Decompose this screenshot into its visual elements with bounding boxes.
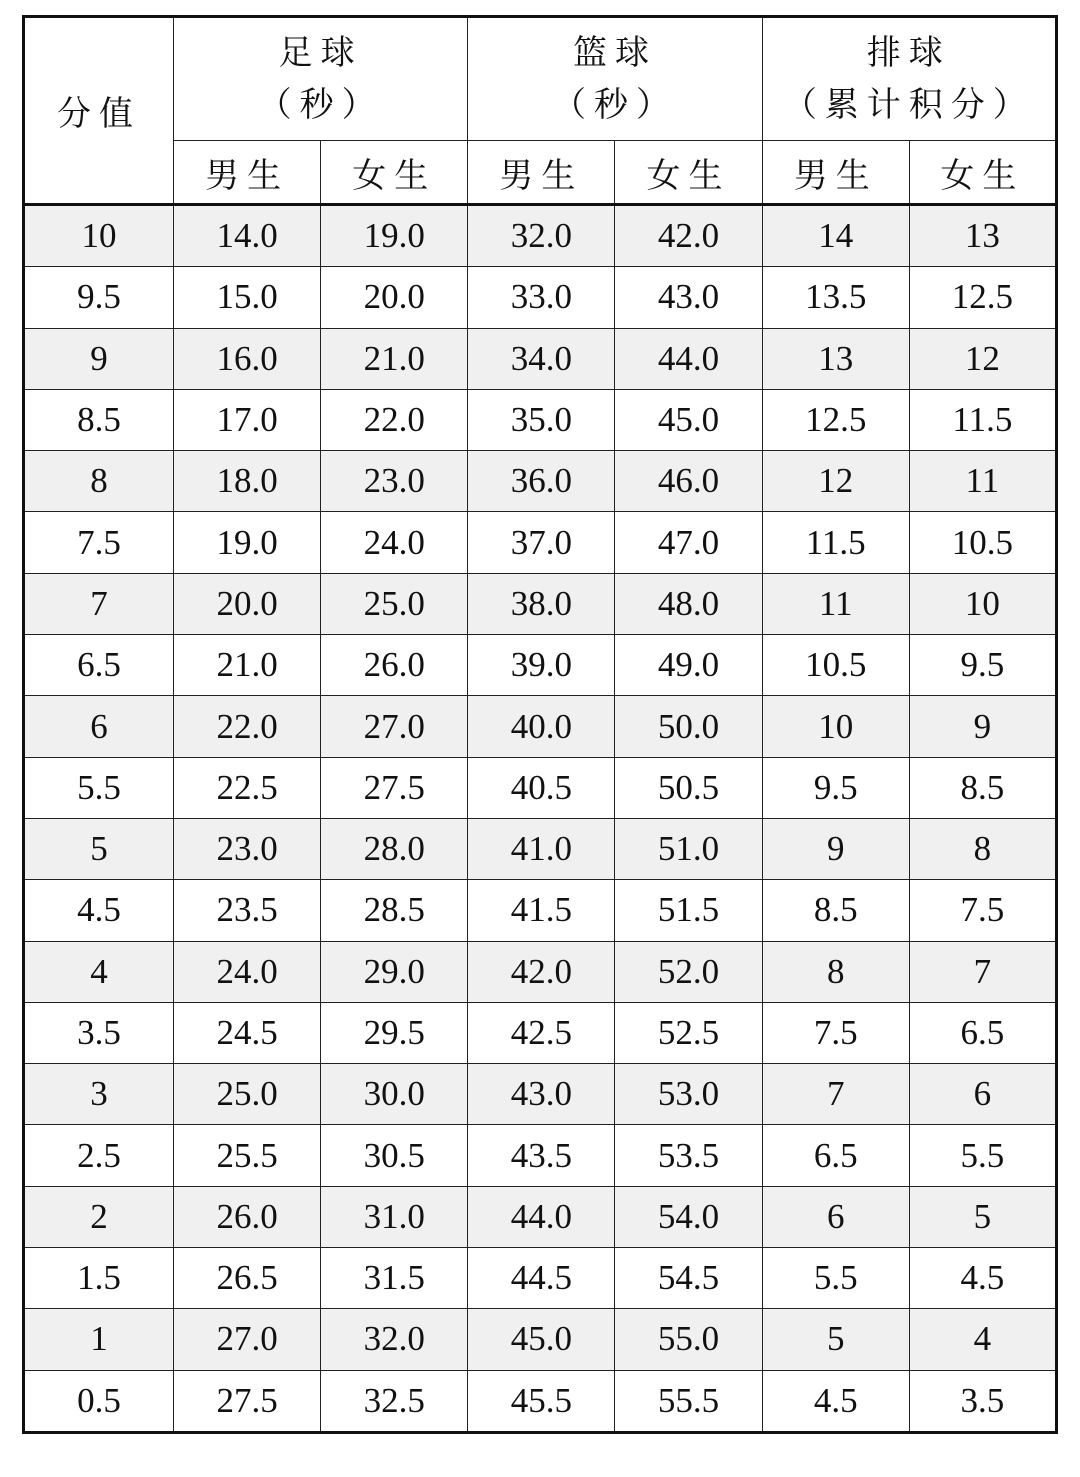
cell-football-male: 24.0: [174, 941, 321, 1002]
table-row: [24, 1370, 1057, 1432]
cell-volleyball-female: 3.5: [909, 1370, 1056, 1432]
cell-score: 5: [24, 818, 174, 879]
cell-volleyball-male: 13: [762, 328, 909, 389]
table-row: [24, 451, 1057, 512]
cell-basketball-female: 42.0: [615, 205, 762, 267]
cell-score: 4.5: [24, 880, 174, 941]
cell-football-male: 27.0: [174, 1309, 321, 1370]
cell-football-male: 15.0: [174, 267, 321, 328]
football-title: 足球: [278, 33, 363, 73]
table-row: [24, 573, 1057, 634]
cell-basketball-female: 44.0: [615, 328, 762, 389]
cell-volleyball-female: 6: [909, 1064, 1056, 1125]
cell-score: 0.5: [24, 1370, 174, 1432]
cell-basketball-female: 43.0: [615, 267, 762, 328]
header-volleyball: [762, 17, 1056, 141]
table-row: [24, 1002, 1057, 1063]
cell-football-female: 31.0: [321, 1186, 468, 1247]
cell-football-female: 30.0: [321, 1064, 468, 1125]
cell-football-male: 20.0: [174, 573, 321, 634]
cell-score: 5.5: [24, 757, 174, 818]
cell-volleyball-male: 12: [762, 451, 909, 512]
cell-football-male: 26.0: [174, 1186, 321, 1247]
cell-volleyball-female: 9: [909, 696, 1056, 757]
cell-football-female: 29.0: [321, 941, 468, 1002]
cell-basketball-female: 46.0: [615, 451, 762, 512]
cell-basketball-female: 51.5: [615, 880, 762, 941]
cell-volleyball-female: 8: [909, 818, 1056, 879]
table-row: [24, 818, 1057, 879]
cell-basketball-male: 43.0: [468, 1064, 615, 1125]
cell-basketball-male: 44.0: [468, 1186, 615, 1247]
football-unit: （秒）: [257, 85, 384, 125]
cell-volleyball-female: 6.5: [909, 1002, 1056, 1063]
cell-football-female: 27.0: [321, 696, 468, 757]
table-row: [24, 205, 1057, 267]
cell-football-male: 16.0: [174, 328, 321, 389]
cell-basketball-male: 37.0: [468, 512, 615, 573]
cell-volleyball-female: 5.5: [909, 1125, 1056, 1186]
cell-volleyball-male: 7: [762, 1064, 909, 1125]
header-volleyball-female: 女生: [909, 141, 1056, 205]
cell-football-male: 22.5: [174, 757, 321, 818]
cell-basketball-female: 48.0: [615, 573, 762, 634]
cell-volleyball-female: 7.5: [909, 880, 1056, 941]
cell-basketball-male: 39.0: [468, 635, 615, 696]
table-row: [24, 1186, 1057, 1247]
table-row: [24, 389, 1057, 450]
cell-volleyball-male: 5.5: [762, 1248, 909, 1309]
cell-score: 1: [24, 1309, 174, 1370]
cell-volleyball-male: 8.5: [762, 880, 909, 941]
header-basketball: [468, 17, 762, 141]
cell-volleyball-male: 4.5: [762, 1370, 909, 1432]
cell-score: 10: [24, 205, 174, 267]
table-row: [24, 512, 1057, 573]
cell-football-male: 25.0: [174, 1064, 321, 1125]
cell-volleyball-female: 8.5: [909, 757, 1056, 818]
cell-basketball-male: 36.0: [468, 451, 615, 512]
cell-basketball-female: 53.0: [615, 1064, 762, 1125]
cell-volleyball-female: 11: [909, 451, 1056, 512]
cell-football-female: 31.5: [321, 1248, 468, 1309]
cell-football-male: 23.5: [174, 880, 321, 941]
cell-score: 1.5: [24, 1248, 174, 1309]
cell-football-male: 25.5: [174, 1125, 321, 1186]
cell-volleyball-male: 13.5: [762, 267, 909, 328]
header-volleyball-male: 男生: [762, 141, 909, 205]
cell-basketball-male: 34.0: [468, 328, 615, 389]
cell-volleyball-female: 9.5: [909, 635, 1056, 696]
cell-volleyball-male: 11.5: [762, 512, 909, 573]
cell-score: 2: [24, 1186, 174, 1247]
cell-football-male: 21.0: [174, 635, 321, 696]
table-row: [24, 1064, 1057, 1125]
basketball-title: 篮球: [572, 33, 657, 73]
cell-volleyball-male: 6.5: [762, 1125, 909, 1186]
table-row: [24, 757, 1057, 818]
table-row: [24, 635, 1057, 696]
table-row: [24, 1309, 1057, 1370]
volleyball-unit: （累计积分）: [782, 85, 1035, 125]
cell-volleyball-female: 5: [909, 1186, 1056, 1247]
cell-basketball-female: 53.5: [615, 1125, 762, 1186]
cell-basketball-male: 35.0: [468, 389, 615, 450]
cell-football-female: 28.0: [321, 818, 468, 879]
cell-score: 2.5: [24, 1125, 174, 1186]
cell-football-female: 30.5: [321, 1125, 468, 1186]
cell-basketball-male: 32.0: [468, 205, 615, 267]
cell-basketball-female: 51.0: [615, 818, 762, 879]
cell-football-male: 17.0: [174, 389, 321, 450]
cell-score: 8: [24, 451, 174, 512]
cell-basketball-male: 44.5: [468, 1248, 615, 1309]
cell-basketball-male: 45.0: [468, 1309, 615, 1370]
cell-football-female: 27.5: [321, 757, 468, 818]
header-football-female: 女生: [321, 141, 468, 205]
table-row: [24, 696, 1057, 757]
cell-score: 8.5: [24, 389, 174, 450]
cell-volleyball-female: 4.5: [909, 1248, 1056, 1309]
cell-score: 7: [24, 573, 174, 634]
cell-football-male: 24.5: [174, 1002, 321, 1063]
cell-football-male: 14.0: [174, 205, 321, 267]
cell-volleyball-male: 10.5: [762, 635, 909, 696]
cell-basketball-female: 54.0: [615, 1186, 762, 1247]
cell-basketball-female: 49.0: [615, 635, 762, 696]
cell-volleyball-female: 13: [909, 205, 1056, 267]
volleyball-title: 排球: [866, 33, 951, 73]
table-row: [24, 880, 1057, 941]
cell-football-female: 28.5: [321, 880, 468, 941]
cell-basketball-male: 42.5: [468, 1002, 615, 1063]
cell-volleyball-female: 12.5: [909, 267, 1056, 328]
cell-football-female: 32.5: [321, 1370, 468, 1432]
cell-score: 6.5: [24, 635, 174, 696]
cell-football-female: 32.0: [321, 1309, 468, 1370]
cell-football-female: 23.0: [321, 451, 468, 512]
cell-volleyball-female: 12: [909, 328, 1056, 389]
cell-football-female: 20.0: [321, 267, 468, 328]
score-table: [22, 15, 1058, 1434]
cell-basketball-female: 50.5: [615, 757, 762, 818]
cell-score: 9: [24, 328, 174, 389]
header-basketball-male: 男生: [468, 141, 615, 205]
header-row-sports: [24, 17, 1057, 141]
cell-basketball-male: 42.0: [468, 941, 615, 1002]
table-row: [24, 267, 1057, 328]
cell-score: 7.5: [24, 512, 174, 573]
cell-basketball-male: 41.0: [468, 818, 615, 879]
cell-football-male: 26.5: [174, 1248, 321, 1309]
cell-volleyball-female: 4: [909, 1309, 1056, 1370]
cell-football-female: 22.0: [321, 389, 468, 450]
cell-basketball-male: 41.5: [468, 880, 615, 941]
cell-football-female: 26.0: [321, 635, 468, 696]
header-football-male: 男生: [174, 141, 321, 205]
cell-football-male: 23.0: [174, 818, 321, 879]
cell-volleyball-male: 11: [762, 573, 909, 634]
table-row: [24, 1248, 1057, 1309]
cell-volleyball-male: 12.5: [762, 389, 909, 450]
table-row: [24, 941, 1057, 1002]
cell-volleyball-male: 9: [762, 818, 909, 879]
cell-score: 3: [24, 1064, 174, 1125]
cell-football-female: 29.5: [321, 1002, 468, 1063]
cell-basketball-female: 50.0: [615, 696, 762, 757]
cell-volleyball-female: 10: [909, 573, 1056, 634]
header-score: 分值: [24, 17, 174, 205]
cell-football-female: 21.0: [321, 328, 468, 389]
cell-score: 6: [24, 696, 174, 757]
header-basketball-female: 女生: [615, 141, 762, 205]
cell-score: 9.5: [24, 267, 174, 328]
cell-basketball-male: 40.0: [468, 696, 615, 757]
cell-basketball-female: 52.0: [615, 941, 762, 1002]
header-row-gender: [24, 141, 1057, 205]
cell-football-male: 22.0: [174, 696, 321, 757]
cell-volleyball-female: 7: [909, 941, 1056, 1002]
cell-score: 3.5: [24, 1002, 174, 1063]
cell-volleyball-male: 5: [762, 1309, 909, 1370]
cell-volleyball-male: 9.5: [762, 757, 909, 818]
cell-basketball-female: 55.0: [615, 1309, 762, 1370]
cell-basketball-male: 38.0: [468, 573, 615, 634]
cell-volleyball-female: 11.5: [909, 389, 1056, 450]
cell-basketball-male: 40.5: [468, 757, 615, 818]
cell-volleyball-male: 7.5: [762, 1002, 909, 1063]
header-football: [174, 17, 468, 141]
cell-volleyball-female: 10.5: [909, 512, 1056, 573]
cell-basketball-male: 33.0: [468, 267, 615, 328]
cell-basketball-female: 55.5: [615, 1370, 762, 1432]
cell-score: 4: [24, 941, 174, 1002]
cell-volleyball-male: 6: [762, 1186, 909, 1247]
table-row: [24, 1125, 1057, 1186]
cell-basketball-male: 45.5: [468, 1370, 615, 1432]
cell-volleyball-male: 14: [762, 205, 909, 267]
cell-football-male: 19.0: [174, 512, 321, 573]
cell-volleyball-male: 10: [762, 696, 909, 757]
basketball-unit: （秒）: [551, 85, 678, 125]
cell-football-male: 27.5: [174, 1370, 321, 1432]
cell-basketball-female: 52.5: [615, 1002, 762, 1063]
table-header: [24, 17, 1057, 205]
cell-basketball-female: 45.0: [615, 389, 762, 450]
cell-football-male: 18.0: [174, 451, 321, 512]
score-table-container: [22, 15, 1058, 1434]
cell-basketball-male: 43.5: [468, 1125, 615, 1186]
cell-football-female: 25.0: [321, 573, 468, 634]
cell-basketball-female: 54.5: [615, 1248, 762, 1309]
cell-basketball-female: 47.0: [615, 512, 762, 573]
cell-football-female: 24.0: [321, 512, 468, 573]
table-body: [24, 205, 1057, 1433]
cell-football-female: 19.0: [321, 205, 468, 267]
table-row: [24, 328, 1057, 389]
cell-volleyball-male: 8: [762, 941, 909, 1002]
